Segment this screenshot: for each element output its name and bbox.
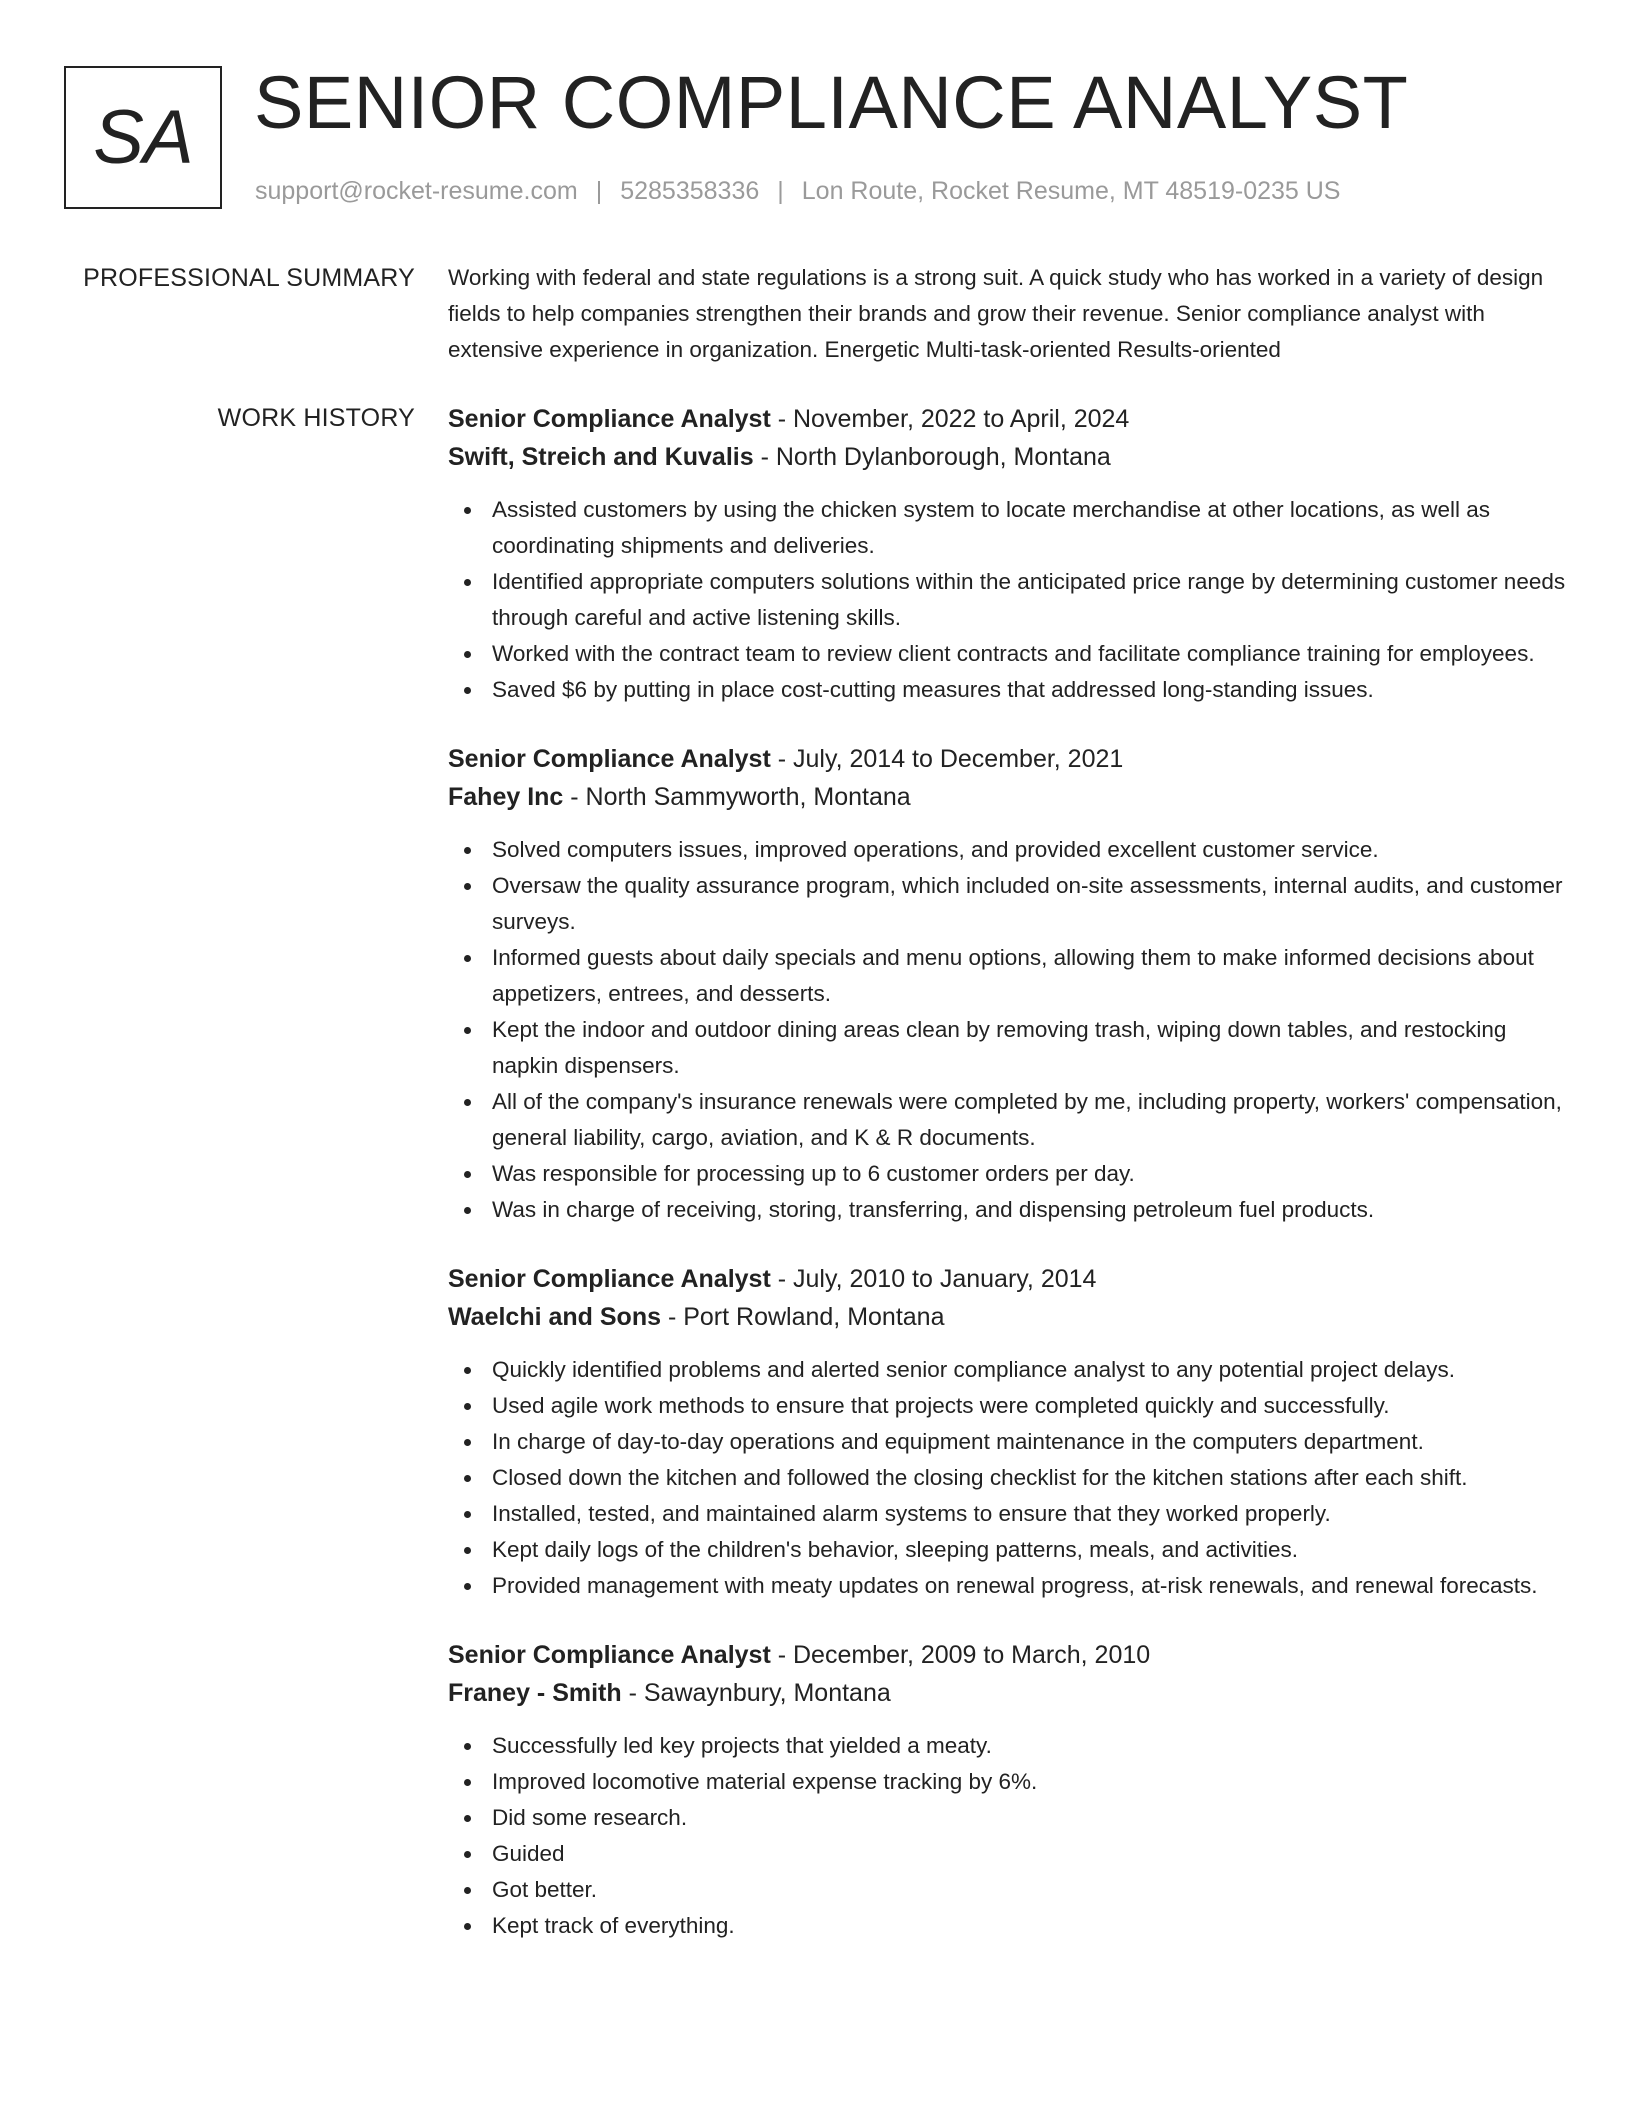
job-bullet: Informed guests about daily specials and menu options, allowing them to make informed decisions about appetizers, entrees, and desserts. (448, 940, 1568, 1012)
job-company: Franey - Smith (448, 1679, 622, 1707)
job-dates: - July, 2014 to December, 2021 (770, 745, 1124, 773)
job-title-line (448, 400, 1568, 438)
job-bullet: Solved computers issues, improved operations, and provided excellent customer service. (448, 832, 1568, 868)
job-bullet: Identified appropriate computers solutions within the anticipated price range by determining customer needs through careful and active listening skills. (448, 564, 1568, 636)
job-bullet-list (448, 832, 1568, 1228)
job-bullet: All of the company's insurance renewals were completed by me, including property, workers' compensation, general liability, cargo, aviation, and K & R documents. (448, 1084, 1568, 1156)
contact-separator: | (595, 177, 603, 205)
contact-address: Lon Route, Rocket Resume, MT 48519-0235 US (801, 177, 1341, 205)
job-location: - North Sammyworth, Montana (563, 783, 911, 811)
job-bullet: Got better. (448, 1872, 1568, 1908)
job-entry (448, 1260, 1568, 1604)
job-company-line (448, 1674, 1568, 1712)
job-bullet: In charge of day-to-day operations and equipment maintenance in the computers department. (448, 1424, 1568, 1460)
job-dates: - December, 2009 to March, 2010 (770, 1641, 1151, 1669)
job-bullet: Quickly identified problems and alerted senior compliance analyst to any potential project delays. (448, 1352, 1568, 1388)
job-bullet: Closed down the kitchen and followed the closing checklist for the kitchen stations after each shift. (448, 1460, 1568, 1496)
job-bullet: Kept daily logs of the children's behavior, sleeping patterns, meals, and activities. (448, 1532, 1568, 1568)
job-bullet: Did some research. (448, 1800, 1568, 1836)
job-entry (448, 1636, 1568, 1944)
job-bullet: Successfully led key projects that yielded a meaty. (448, 1728, 1568, 1764)
job-company-line (448, 778, 1568, 816)
job-bullet: Was in charge of receiving, storing, transferring, and dispensing petroleum fuel products. (448, 1192, 1568, 1228)
job-title-line (448, 740, 1568, 778)
contact-line (255, 176, 1341, 206)
job-location: - Port Rowland, Montana (661, 1303, 945, 1331)
job-entry (448, 740, 1568, 1228)
work-history-list (448, 400, 1568, 1976)
job-bullet: Saved $6 by putting in place cost-cutting measures that addressed long-standing issues. (448, 672, 1568, 708)
job-entry (448, 400, 1568, 708)
job-bullet: Provided management with meaty updates on renewal progress, at-risk renewals, and renewal forecasts. (448, 1568, 1568, 1604)
job-location: - North Dylanborough, Montana (753, 443, 1111, 471)
job-company: Waelchi and Sons (448, 1303, 662, 1331)
job-bullet: Used agile work methods to ensure that projects were completed quickly and successfully. (448, 1388, 1568, 1424)
monogram-initials: SA (93, 95, 193, 180)
job-title: Senior Compliance Analyst (448, 405, 771, 433)
summary-label: PROFESSIONAL SUMMARY (83, 264, 415, 292)
job-company-line (448, 438, 1568, 476)
job-dates: - July, 2010 to January, 2014 (770, 1265, 1097, 1293)
job-title-line (448, 1636, 1568, 1674)
job-bullet: Worked with the contract team to review client contracts and facilitate compliance training for employees. (448, 636, 1568, 672)
resume-title: SENIOR COMPLIANCE ANALYST (254, 61, 1409, 144)
job-bullet: Kept the indoor and outdoor dining areas clean by removing trash, wiping down tables, and restocking napkin dispensers. (448, 1012, 1568, 1084)
job-bullet: Kept track of everything. (448, 1908, 1568, 1944)
job-bullet: Guided (448, 1836, 1568, 1872)
job-bullet: Was responsible for processing up to 6 customer orders per day. (448, 1156, 1568, 1192)
job-bullet: Assisted customers by using the chicken system to locate merchandise at other locations, as well as coordinating shipments and deliveries. (448, 492, 1568, 564)
job-company: Fahey Inc (448, 783, 564, 811)
job-bullet: Installed, tested, and maintained alarm systems to ensure that they worked properly. (448, 1496, 1568, 1532)
job-title-line (448, 1260, 1568, 1298)
job-title: Senior Compliance Analyst (448, 1265, 771, 1293)
job-bullet-list (448, 1728, 1568, 1944)
job-bullet-list (448, 1352, 1568, 1604)
monogram-badge (64, 66, 222, 209)
job-dates: - November, 2022 to April, 2024 (770, 405, 1130, 433)
job-title: Senior Compliance Analyst (448, 1641, 771, 1669)
contact-separator: | (777, 177, 784, 205)
job-bullet: Improved locomotive material expense tracking by 6%. (448, 1764, 1568, 1800)
job-bullet-list (448, 492, 1568, 708)
summary-text: Working with federal and state regulations is a strong suit. A quick study who has worked in a variety of design fields to help companies strengthen their brands and grow their revenue. Senior compliance analyst with extensive experience in organization. Energetic Multi-task-oriented Results-oriented (448, 265, 1544, 362)
job-bullet: Oversaw the quality assurance program, which included on-site assessments, internal audits, and customer surveys. (448, 868, 1568, 940)
job-company: Swift, Streich and Kuvalis (448, 443, 754, 471)
contact-phone: 5285358336 (620, 177, 760, 205)
contact-email: support@rocket-resume.com (255, 177, 578, 205)
work-history-label: WORK HISTORY (217, 404, 415, 432)
job-location: - Sawaynbury, Montana (621, 1679, 891, 1707)
job-title: Senior Compliance Analyst (448, 745, 771, 773)
job-company-line (448, 1298, 1568, 1336)
